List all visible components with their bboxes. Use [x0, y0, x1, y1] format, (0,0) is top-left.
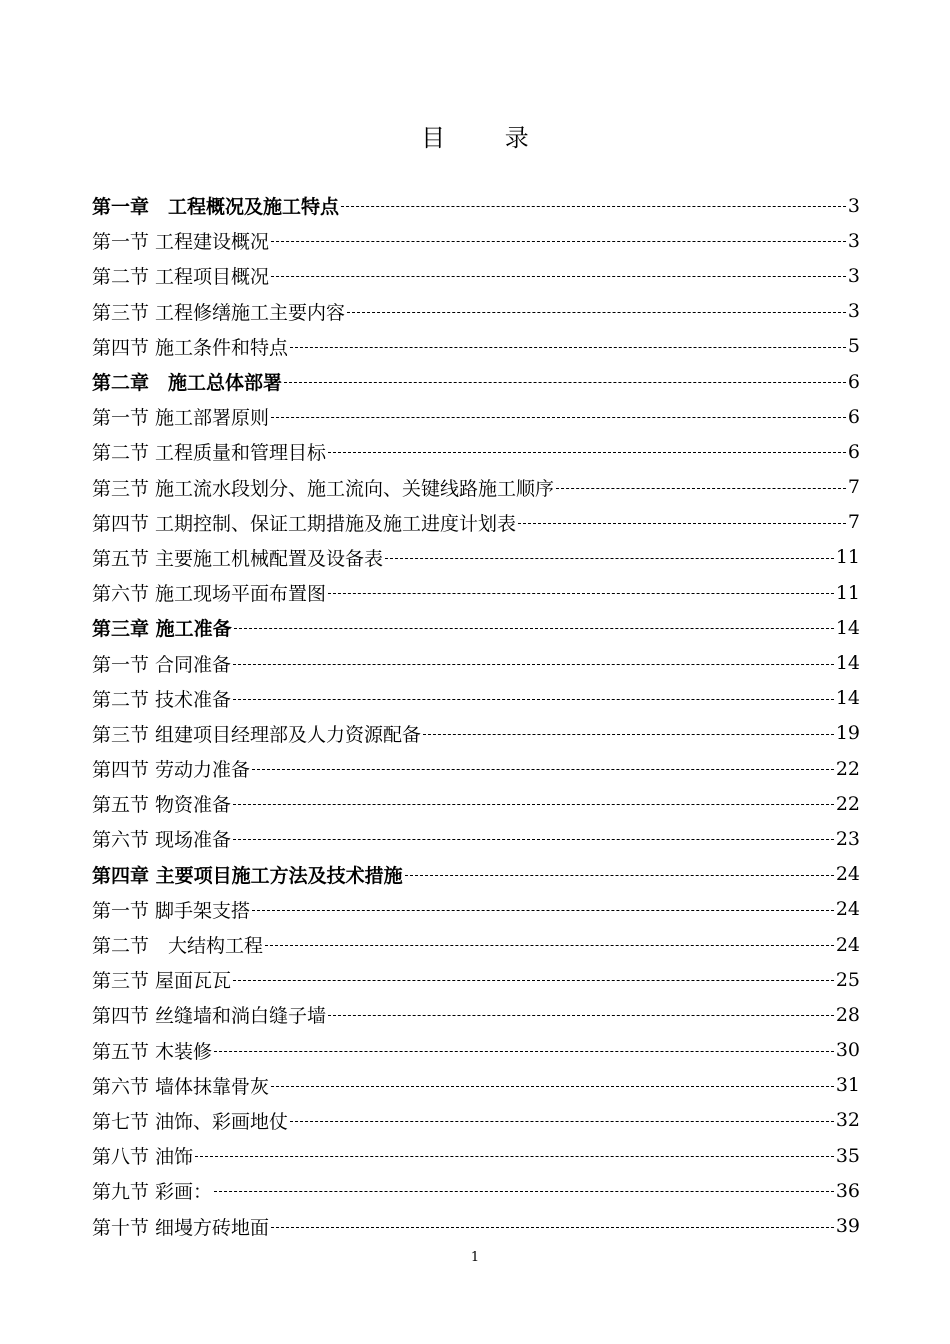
toc-dash-leader [234, 628, 834, 629]
toc-section-entry[interactable] [92, 470, 860, 505]
toc-entry-label: 第五节 木装修 [92, 1040, 213, 1063]
toc-entry-page: 22 [835, 757, 860, 780]
toc-entry-page: 25 [835, 968, 860, 991]
toc-entry-page: 32 [835, 1109, 860, 1132]
toc-entry-page: 11 [835, 581, 860, 604]
toc-entry-page: 14 [835, 687, 860, 710]
toc-section-entry[interactable] [92, 1068, 860, 1103]
toc-entry-label: 第四节 劳动力准备 [92, 759, 251, 782]
toc-entry-page: 3 [847, 194, 860, 217]
toc-dash-leader [271, 1227, 834, 1228]
toc-entry-page: 24 [835, 933, 860, 956]
toc-dash-leader [385, 558, 834, 559]
toc-dash-leader [195, 1156, 834, 1157]
toc-entry-page: 3 [847, 264, 860, 287]
toc-section-entry[interactable] [92, 258, 860, 293]
toc-dash-leader [233, 804, 834, 805]
toc-entry-label: 第二节 大结构工程 [92, 935, 264, 958]
toc-section-entry[interactable] [92, 1208, 860, 1243]
toc-entry-page: 6 [847, 405, 860, 428]
toc-entry-label: 第一章 工程概况及施工特点 [92, 196, 340, 219]
toc-section-entry[interactable] [92, 540, 860, 575]
toc-section-entry[interactable] [92, 434, 860, 469]
toc-entry-page: 24 [835, 898, 860, 921]
toc-entry-page: 31 [835, 1074, 860, 1097]
toc-entry-label: 第一节 脚手架支搭 [92, 899, 251, 922]
toc-entry-label: 第三节 组建项目经理部及人力资源配备 [92, 723, 422, 746]
toc-entry-page: 3 [847, 300, 860, 323]
toc-dash-leader [233, 699, 834, 700]
toc-entry-label: 第一节 合同准备 [92, 653, 232, 676]
toc-section-entry[interactable] [92, 645, 860, 680]
toc-entry-page: 7 [847, 511, 860, 534]
toc-entry-page: 22 [835, 792, 860, 815]
toc-title: 目 录 [421, 124, 555, 152]
toc-section-entry[interactable] [92, 1138, 860, 1173]
toc-entry-label: 第八节 油饰 [92, 1146, 194, 1169]
toc-dash-leader [271, 417, 846, 418]
toc-section-entry[interactable] [92, 1033, 860, 1068]
toc-chapter-entry[interactable] [92, 188, 860, 223]
toc-dash-leader [556, 488, 846, 489]
toc-entry-label: 第一节 施工部署原则 [92, 407, 270, 430]
toc-dash-leader [328, 1015, 834, 1016]
toc-entry-label: 第十节 细墁方砖地面 [92, 1216, 270, 1239]
toc-section-entry[interactable] [92, 223, 860, 258]
toc-entry-label: 第二节 工程质量和管理目标 [92, 442, 327, 465]
toc-entry-page: 14 [835, 652, 860, 675]
toc-dash-leader [252, 769, 834, 770]
toc-dash-leader [290, 1121, 834, 1122]
toc-dash-leader [518, 523, 846, 524]
toc-entry-page: 30 [835, 1039, 860, 1062]
toc-entry-page: 6 [847, 440, 860, 463]
toc-entry-page: 19 [835, 722, 860, 745]
toc-section-entry[interactable] [92, 927, 860, 962]
toc-chapter-entry[interactable] [92, 364, 860, 399]
toc-chapter-entry[interactable] [92, 857, 860, 892]
toc-section-entry[interactable] [92, 681, 860, 716]
toc-entry-label: 第四章 主要项目施工方法及技术措施 [92, 864, 403, 887]
toc-list [92, 188, 860, 1244]
toc-dash-leader [271, 1086, 834, 1087]
toc-dash-leader [405, 875, 834, 876]
toc-dash-leader [214, 1191, 834, 1192]
toc-entry-label: 第三节 工程修缮施工主要内容 [92, 301, 346, 324]
toc-section-entry[interactable] [92, 786, 860, 821]
toc-entry-label: 第四节 施工条件和特点 [92, 336, 289, 359]
toc-dash-leader [265, 945, 834, 946]
toc-section-entry[interactable] [92, 751, 860, 786]
toc-dash-leader [328, 452, 846, 453]
toc-dash-leader [252, 910, 834, 911]
toc-entry-page: 7 [847, 476, 860, 499]
toc-entry-label: 第二节 技术准备 [92, 688, 232, 711]
toc-entry-page: 14 [835, 616, 860, 639]
toc-entry-label: 第三章 施工准备 [92, 618, 232, 641]
toc-chapter-entry[interactable] [92, 610, 860, 645]
toc-dash-leader [233, 980, 834, 981]
toc-section-entry[interactable] [92, 1173, 860, 1208]
toc-dash-leader [341, 206, 846, 207]
toc-section-entry[interactable] [92, 716, 860, 751]
toc-entry-label: 第三节 屋面瓦瓦 [92, 970, 232, 993]
toc-dash-leader [214, 1051, 834, 1052]
toc-dash-leader [423, 734, 834, 735]
toc-entry-page: 24 [835, 863, 860, 886]
toc-entry-label: 第六节 现场准备 [92, 829, 232, 852]
toc-dash-leader [233, 664, 834, 665]
toc-section-entry[interactable] [92, 505, 860, 540]
toc-section-entry[interactable] [92, 962, 860, 997]
toc-entry-page: 35 [835, 1144, 860, 1167]
toc-entry-label: 第二节 工程项目概况 [92, 266, 270, 289]
toc-entry-label: 第七节 油饰、彩画地仗 [92, 1110, 289, 1133]
toc-section-entry[interactable] [92, 329, 860, 364]
toc-entry-label: 第五节 物资准备 [92, 794, 232, 817]
toc-dash-leader [328, 593, 834, 594]
toc-section-entry[interactable] [92, 1103, 860, 1138]
toc-entry-page: 3 [847, 229, 860, 252]
toc-entry-label: 第四节 工期控制、保证工期措施及施工进度计划表 [92, 512, 517, 535]
toc-entry-label: 第一节 工程建设概况 [92, 231, 270, 254]
toc-entry-page: 39 [835, 1215, 860, 1238]
toc-dash-leader [271, 276, 846, 277]
toc-entry-page: 28 [835, 1003, 860, 1026]
toc-entry-label: 第四节 丝缝墙和淌白缝子墙 [92, 1005, 327, 1028]
toc-dash-leader [347, 312, 846, 313]
toc-entry-label: 第五节 主要施工机械配置及设备表 [92, 547, 384, 570]
toc-entry-page: 5 [847, 335, 860, 358]
toc-dash-leader [233, 839, 834, 840]
toc-dash-leader [290, 347, 846, 348]
toc-section-entry[interactable] [92, 575, 860, 610]
toc-entry-label: 第九节 彩画： [92, 1181, 213, 1204]
toc-section-entry[interactable] [92, 294, 860, 329]
toc-dash-leader [284, 382, 846, 383]
page-number: 1 [470, 1250, 480, 1265]
toc-entry-page: 6 [847, 370, 860, 393]
toc-entry-page: 36 [835, 1179, 860, 1202]
toc-dash-leader [271, 241, 846, 242]
toc-entry-label: 第六节 施工现场平面布置图 [92, 583, 327, 606]
toc-entry-page: 23 [835, 827, 860, 850]
toc-entry-label: 第三节 施工流水段划分、施工流向、关键线路施工顺序 [92, 477, 555, 500]
toc-entry-label: 第六节 墙体抹靠骨灰 [92, 1075, 270, 1098]
toc-section-entry[interactable] [92, 997, 860, 1032]
toc-entry-page: 11 [835, 546, 860, 569]
toc-entry-label: 第二章 施工总体部署 [92, 372, 283, 395]
toc-section-entry[interactable] [92, 892, 860, 927]
toc-section-entry[interactable] [92, 399, 860, 434]
toc-section-entry[interactable] [92, 821, 860, 856]
